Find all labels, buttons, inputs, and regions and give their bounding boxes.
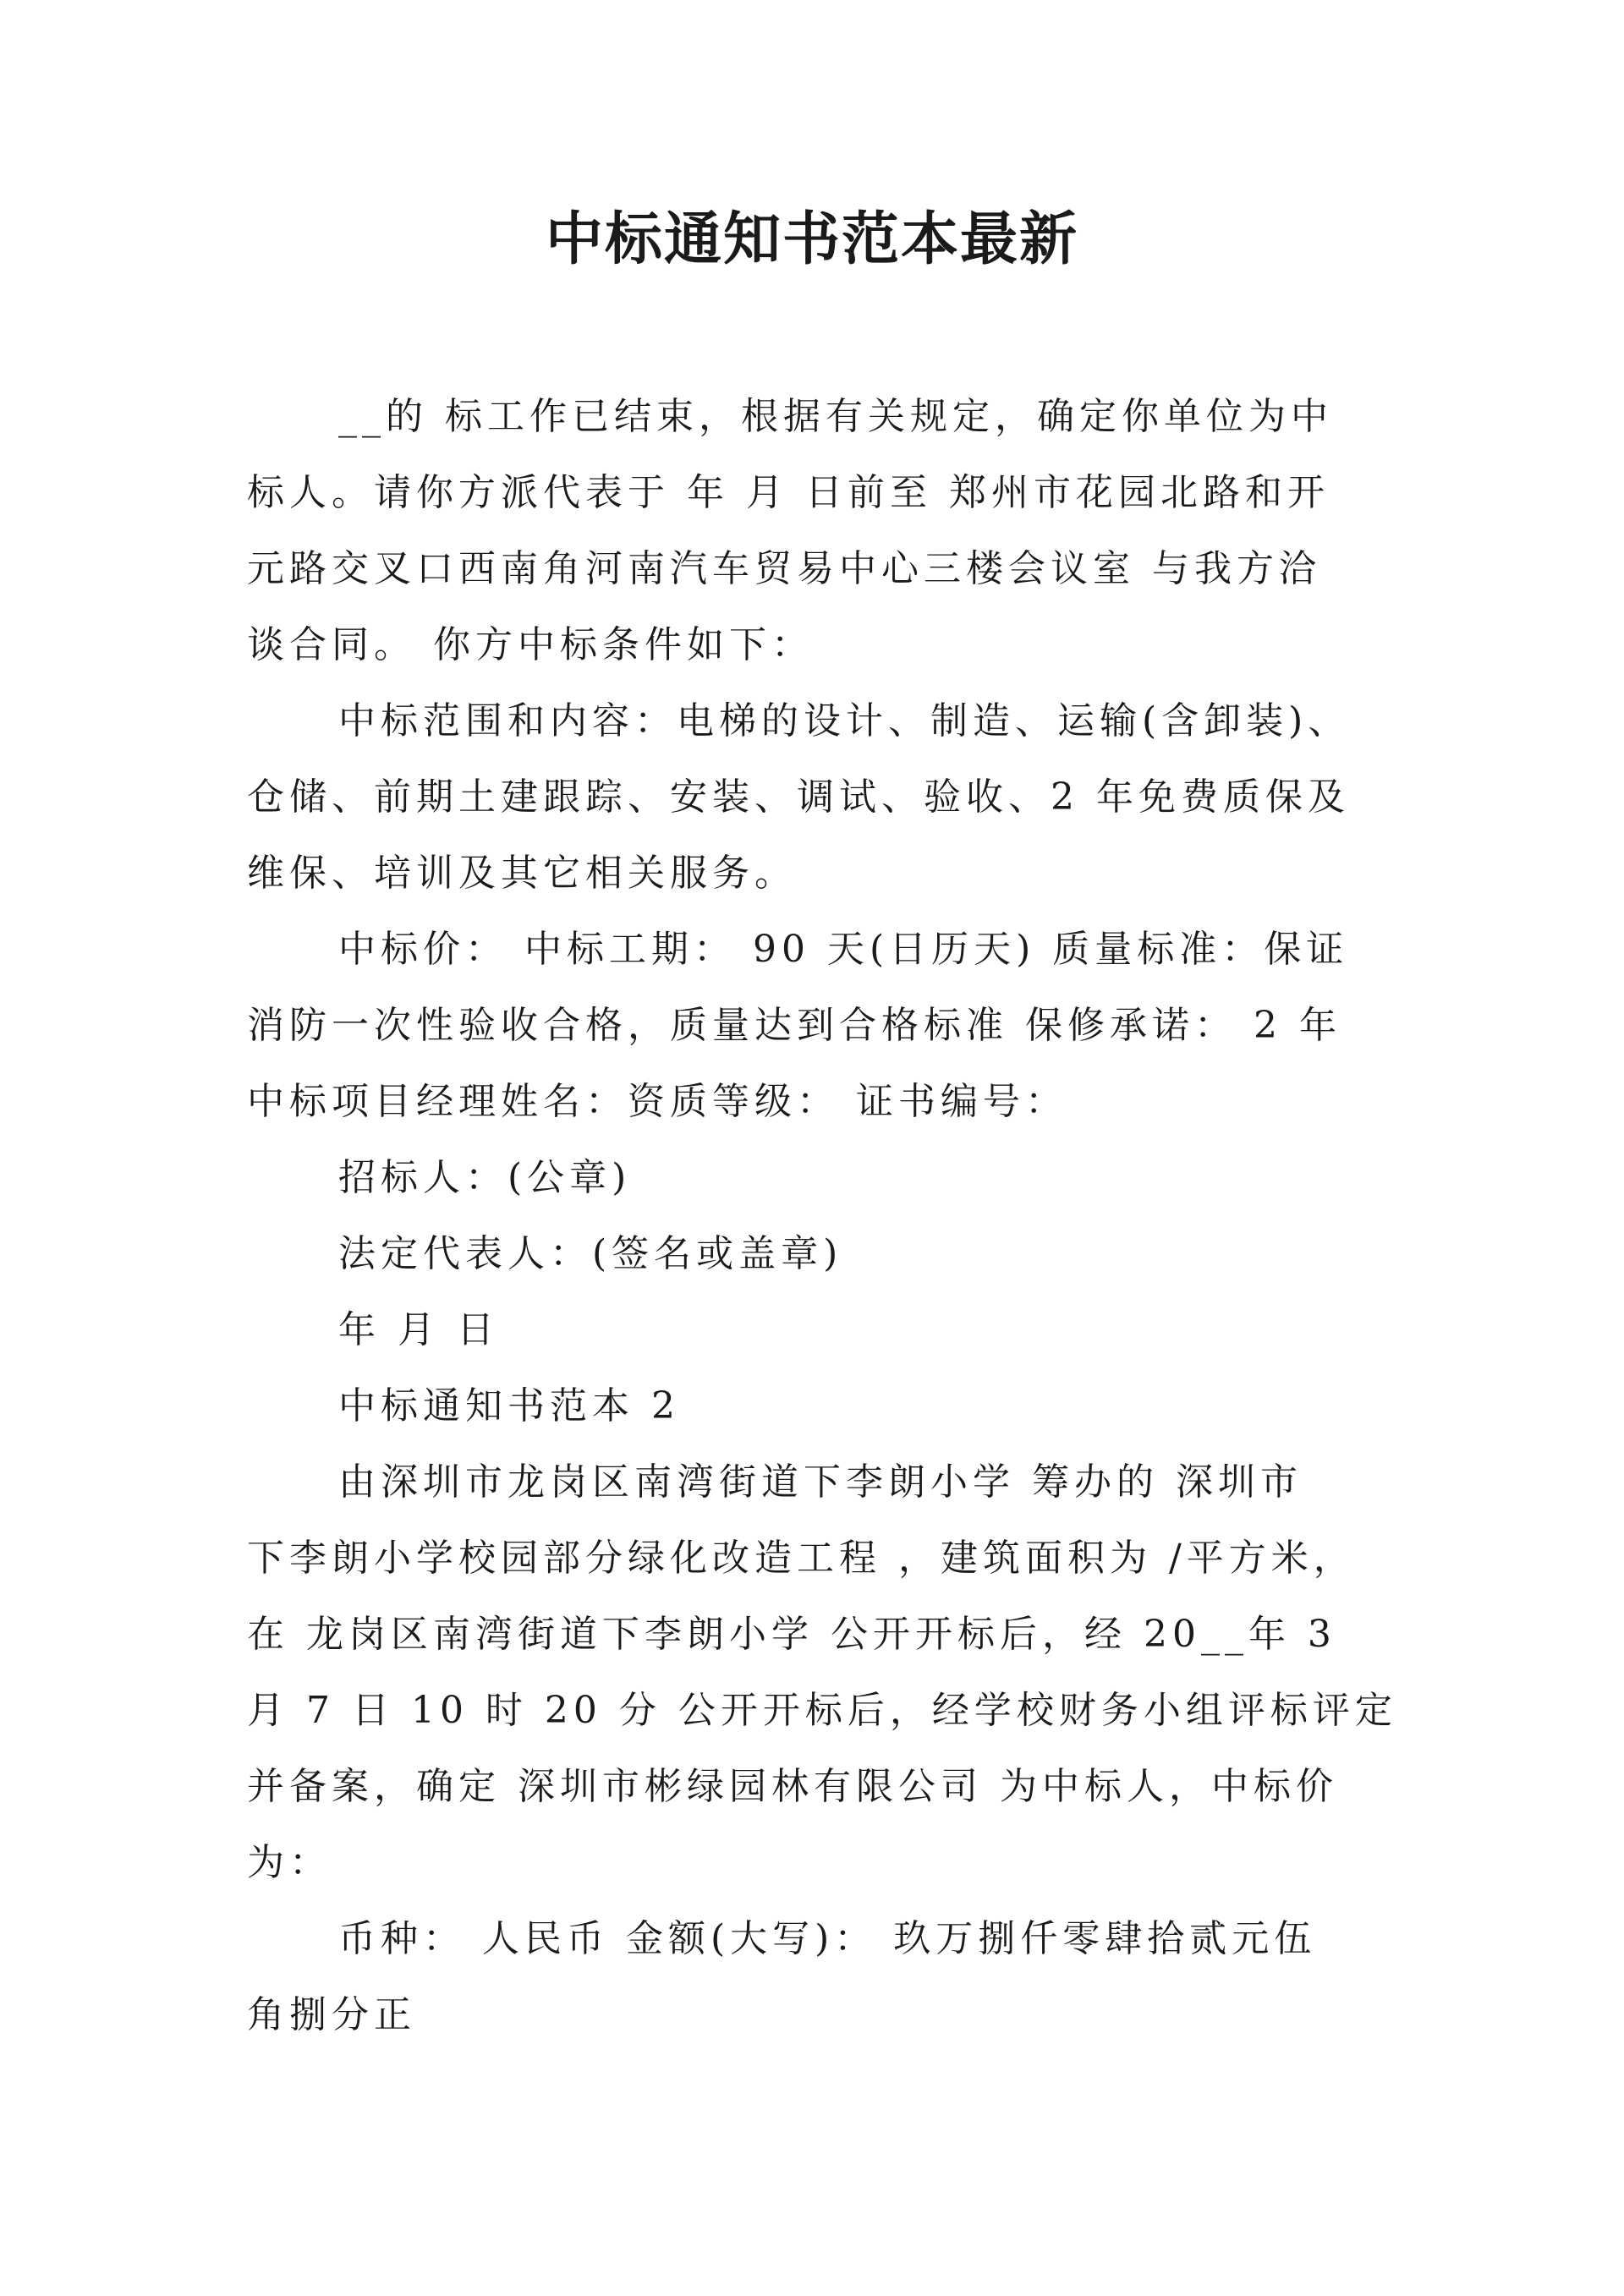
text-line: 谈合同。 你方中标条件如下： xyxy=(247,623,814,666)
text-line: __的 标工作已结束，根据有关规定，确定你单位为中 xyxy=(338,395,1333,438)
text-line: 下李朗小学校园部分绿化改造工程 ，建筑面积为 /平方米， xyxy=(247,1537,1356,1580)
text-line: 法定代表人：(签名或盖章) xyxy=(338,1232,843,1275)
text-line: 招标人：(公章) xyxy=(338,1156,632,1199)
text-line: 标人。请你方派代表于 年 月 日前至 郑州市花园北路和开 xyxy=(247,471,1330,514)
text-line: 币种： 人民币 金额(大写)： 玖万捌仟零肆拾贰元伍 xyxy=(338,1917,1317,1960)
text-line: 中标价： 中标工期： 90 天(日历天) 质量标准：保证 xyxy=(338,928,1349,971)
text-line: 月 7 日 10 时 20 分 公开开标后，经学校财务小组评标评定 xyxy=(247,1689,1397,1732)
text-line: 维保、培训及其它相关服务。 xyxy=(247,852,797,895)
text-line: 在 龙岗区南湾街道下李朗小学 公开开标后，经 20__年 3 xyxy=(247,1613,1336,1656)
text-line: 元路交叉口西南角河南汽车贸易中心三楼会议室 与我方洽 xyxy=(247,547,1321,590)
text-line: 角捌分正 xyxy=(247,1993,416,2036)
text-line: 中标通知书范本 2 xyxy=(338,1384,680,1427)
text-line: 年 月 日 xyxy=(338,1308,499,1351)
text-line: 为： xyxy=(247,1841,332,1884)
text-line: 并备案，确定 深圳市彬绿园林有限公司 为中标人，中标价 xyxy=(247,1765,1338,1808)
document-body xyxy=(247,379,1397,2053)
text-line: 中标项目经理姓名：资质等级： 证书编号： xyxy=(247,1080,1067,1123)
text-line: 仓储、前期土建跟踪、安装、调试、验收、2 年免费质保及 xyxy=(247,775,1350,819)
document-title: 中标通知书范本最新 xyxy=(545,205,1078,273)
text-line: 由深圳市龙岗区南湾街道下李朗小学 筹办的 深圳市 xyxy=(338,1460,1303,1504)
text-line: 中标范围和内容：电梯的设计、制造、运输(含卸装)、 xyxy=(338,699,1351,743)
text-line: 消防一次性验收合格，质量达到合格标准 保修承诺： 2 年 xyxy=(247,1004,1341,1047)
